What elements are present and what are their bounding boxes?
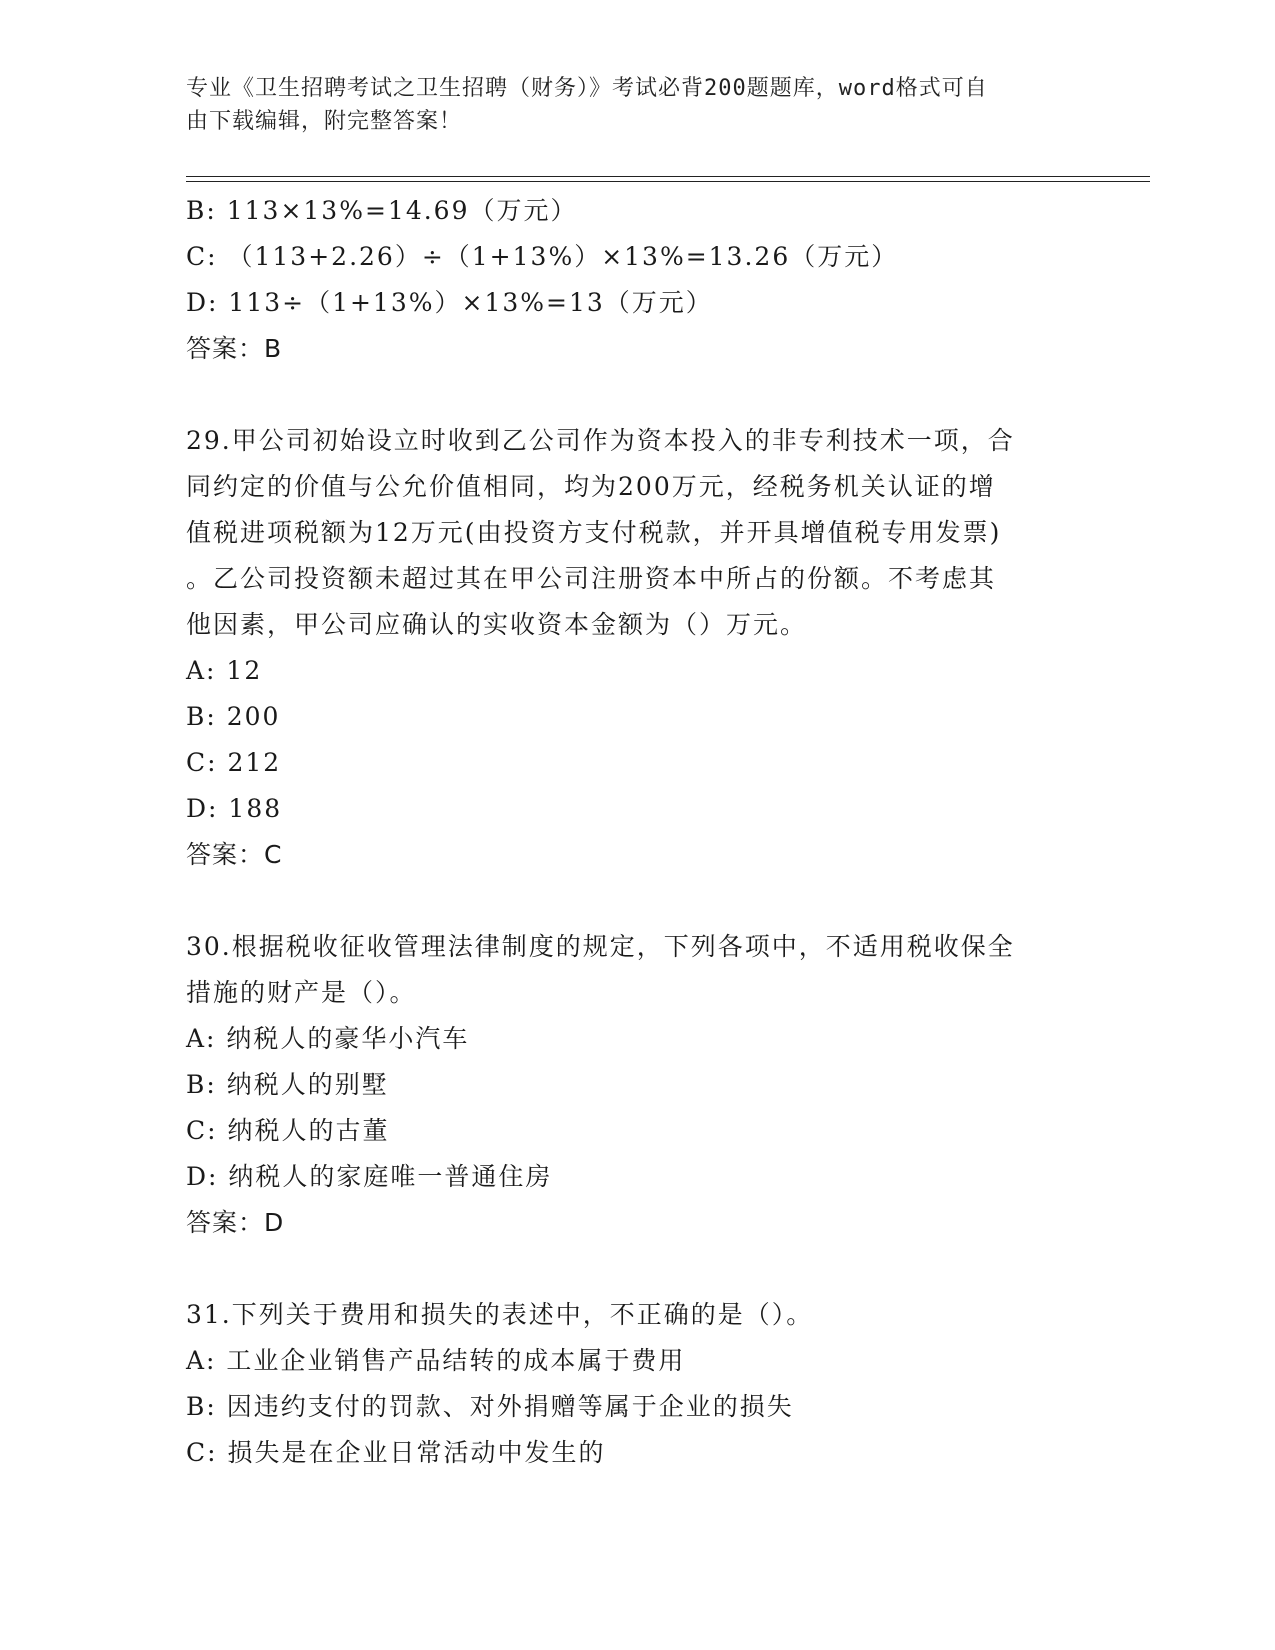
q31-option-b: B: 因违约支付的罚款、对外捐赠等属于企业的损失 <box>186 1392 794 1421</box>
q31-option-a: A: 工业企业销售产品结转的成本属于费用 <box>186 1346 686 1375</box>
q31-option-c: C: 损失是在企业日常活动中发生的 <box>186 1438 606 1467</box>
q29-option-a: A: 12 <box>186 656 263 685</box>
q29-text-line: 值税进项税额为12万元(由投资方支付税款，并开具增值税专用发票) <box>186 518 1002 547</box>
q29-text-line: 29.甲公司初始设立时收到乙公司作为资本投入的非专利技术一项，合 <box>186 426 1015 455</box>
q30-option-c: C: 纳税人的古董 <box>186 1116 390 1145</box>
question-28 <box>186 188 1086 372</box>
q29-text-line: 他因素，甲公司应确认的实收资本金额为（）万元。 <box>186 610 808 639</box>
spacer <box>186 372 1086 418</box>
q30-text-line: 30.根据税收征收管理法律制度的规定，下列各项中，不适用税收保全 <box>186 932 1015 961</box>
question-30 <box>186 924 1086 1246</box>
question-31 <box>186 1292 1086 1476</box>
q29-option-b: B: 200 <box>186 702 281 731</box>
header-line-2: 由下载编辑，附完整答案！ <box>186 109 463 134</box>
q28-option-b: B: 113×13%=14.69（万元） <box>186 196 578 225</box>
question-29 <box>186 418 1086 878</box>
document-header <box>186 72 1066 138</box>
document-body <box>186 188 1086 1476</box>
q31-text-line: 31.下列关于费用和损失的表述中，不正确的是（）。 <box>186 1300 814 1329</box>
q30-option-b: B: 纳税人的别墅 <box>186 1070 389 1099</box>
q29-option-c: C: 212 <box>186 748 282 777</box>
q28-answer: 答案：B <box>186 334 283 363</box>
q29-text-line: 。乙公司投资额未超过其在甲公司注册资本中所占的份额。不考虑其 <box>186 564 997 593</box>
q28-option-c: C: （113+2.26）÷（1+13%）×13%=13.26（万元） <box>186 242 899 271</box>
spacer <box>186 1246 1086 1292</box>
q29-answer: 答案：C <box>186 840 283 869</box>
q30-answer: 答案：D <box>186 1208 285 1237</box>
q30-text-line: 措施的财产是（）。 <box>186 978 417 1007</box>
q30-option-d: D: 纳税人的家庭唯一普通住房 <box>186 1162 553 1191</box>
q29-option-d: D: 188 <box>186 794 283 823</box>
q30-option-a: A: 纳税人的豪华小汽车 <box>186 1024 470 1053</box>
q28-option-d: D: 113÷（1+13%）×13%=13（万元） <box>186 288 713 317</box>
header-divider-bottom <box>186 181 1150 182</box>
header-line-1: 专业《卫生招聘考试之卫生招聘（财务）》考试必背200题题库，word格式可自 <box>186 76 988 101</box>
header-divider-top <box>186 176 1150 177</box>
spacer <box>186 878 1086 924</box>
q29-text-line: 同约定的价值与公允价值相同，均为200万元，经税务机关认证的增 <box>186 472 996 501</box>
